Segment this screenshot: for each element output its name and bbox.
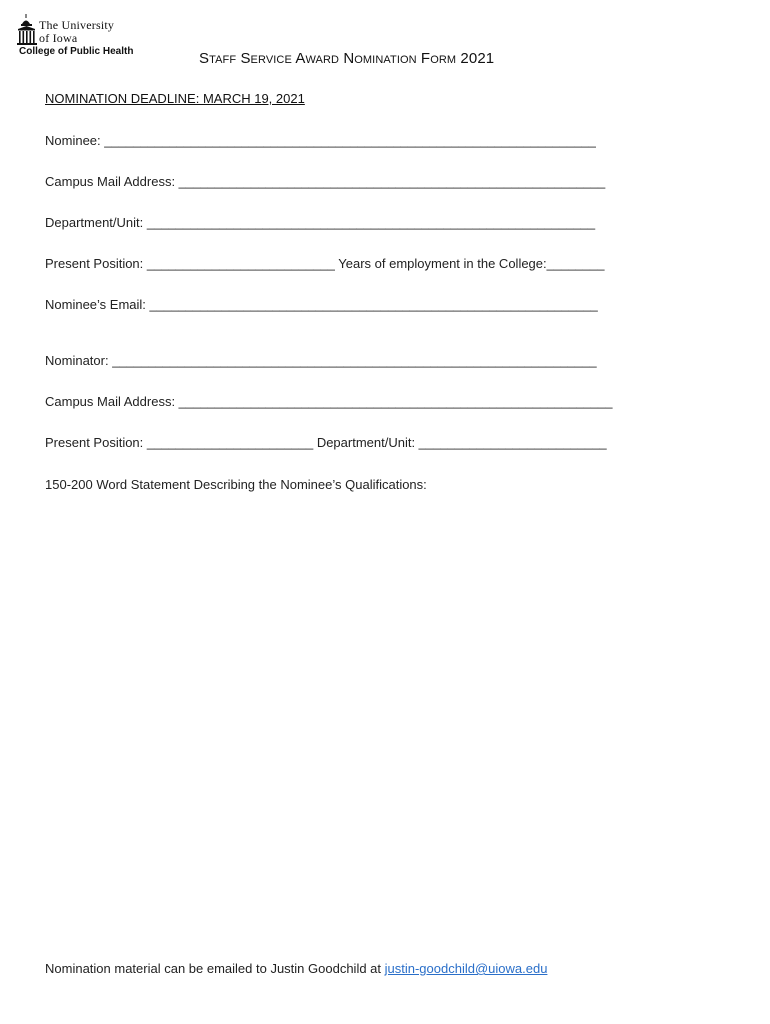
- nominator-mail-address-field[interactable]: Campus Mail Address: ____________________________________________________________: [45, 394, 613, 409]
- nominee-field[interactable]: Nominee: ____________________________________________________________________: [45, 133, 596, 148]
- contact-email-link[interactable]: justin-goodchild@uiowa.edu: [384, 961, 548, 976]
- nomination-deadline: NOMINATION DEADLINE: MARCH 19, 2021: [45, 91, 305, 106]
- nominator-position-field[interactable]: Present Position: _______________________: [45, 435, 314, 450]
- form-title: Staff Service Award Nomination Form 2021: [199, 50, 495, 67]
- logo-university-name: The University: [39, 18, 115, 32]
- old-capitol-icon: [17, 14, 39, 46]
- statement-prompt: 150-200 Word Statement Describing the Nominee’s Qualifications:: [45, 477, 427, 492]
- logo-college-name: College of Public Health: [19, 46, 134, 57]
- nominator-department-field[interactable]: Department/Unit: __________________________: [316, 435, 607, 450]
- university-logo: [17, 12, 142, 62]
- nominee-position-row: [45, 256, 604, 271]
- nominator-field[interactable]: Nominator: ___________________________________________________________________: [45, 353, 597, 368]
- nominee-mail-address-field[interactable]: Campus Mail Address: ___________________________________________________________: [45, 174, 606, 189]
- years-of-employment-field[interactable]: Years of employment in the College:________: [338, 256, 605, 271]
- logo-state-name: of Iowa: [39, 31, 78, 45]
- nominee-email-field[interactable]: Nominee’s Email: ______________________________________________________________: [45, 297, 598, 312]
- footer-text: Nomination material can be emailed to Justin Goodchild at: [45, 961, 385, 976]
- nominee-position-field[interactable]: Present Position: __________________________: [45, 256, 335, 271]
- nominee-department-field[interactable]: Department/Unit: ______________________________________________________________: [45, 215, 596, 230]
- nominator-position-row: [45, 435, 607, 450]
- footer-note: [45, 961, 547, 976]
